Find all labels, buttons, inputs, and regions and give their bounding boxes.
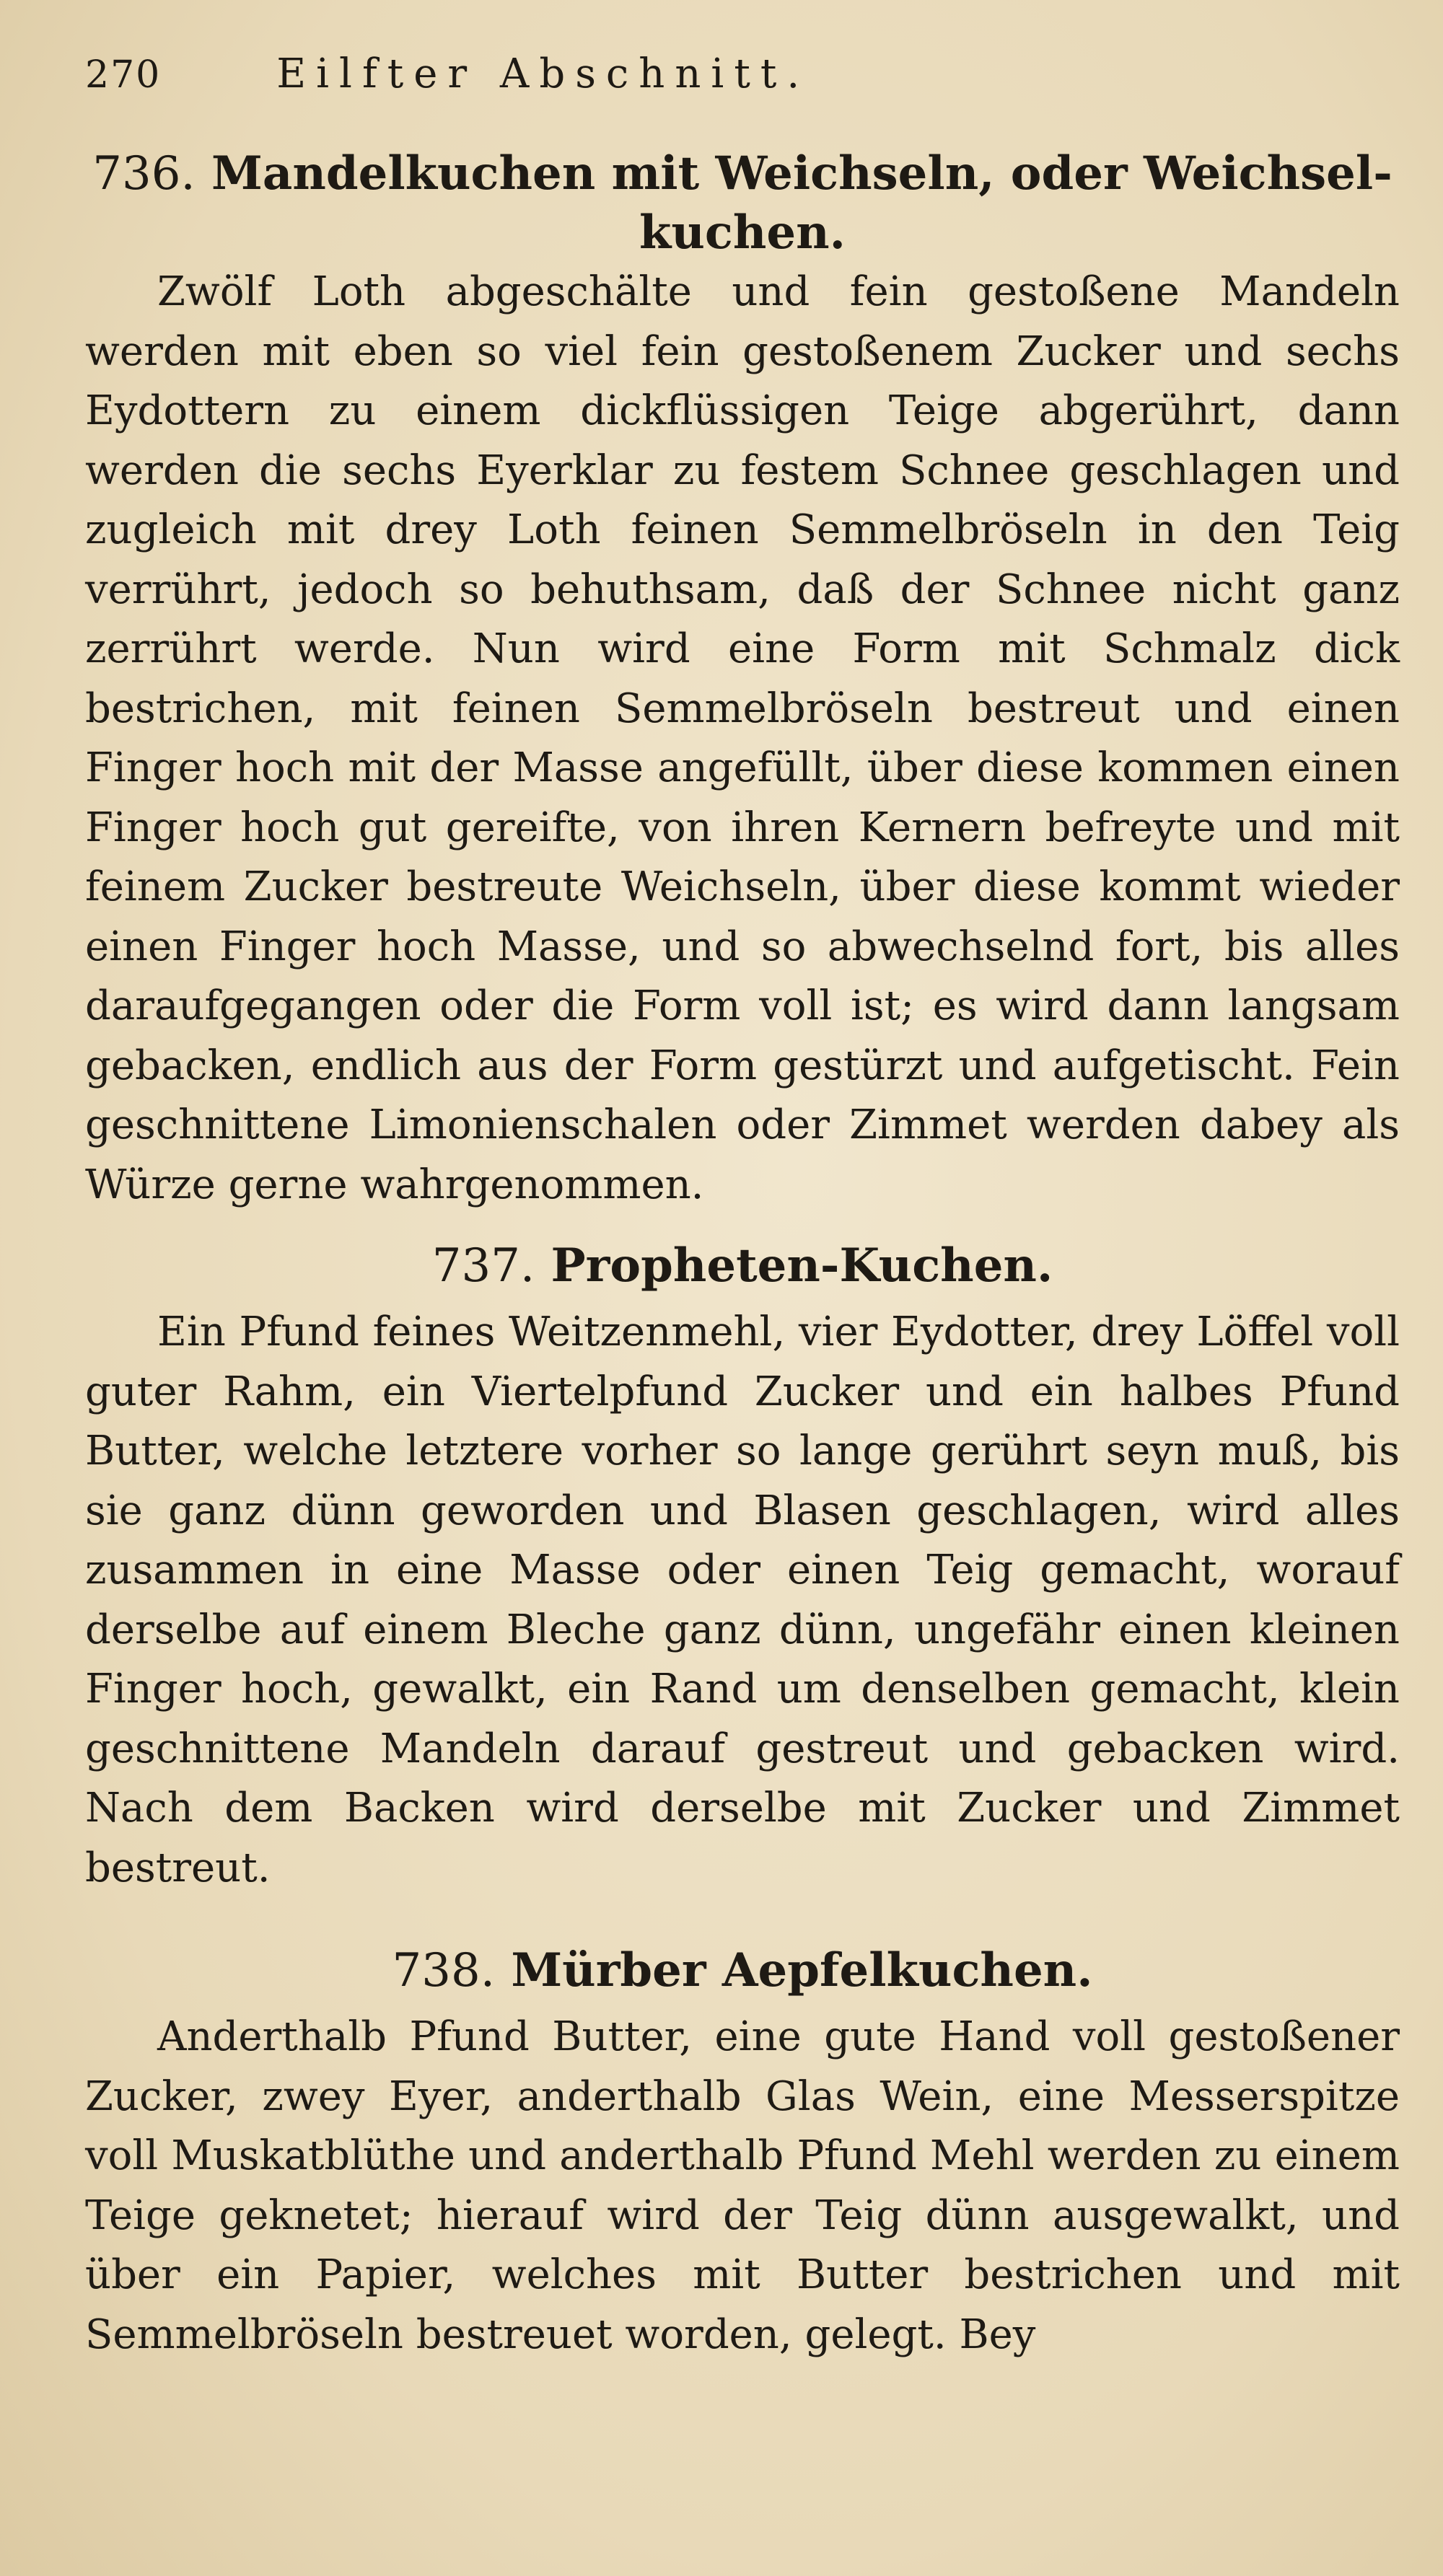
recipe-737 [85,1236,1400,1898]
recipe-text: Ein Pfund feines Weitzenmehl, vier Eydotter, drey Löffel voll guter Rahm, ein Viertelpfund Zucker und ein halbes Pfund Butter, welche letztere vorher so lange gerührt seyn muß, bis sie ganz dünn geworden und Blasen geschlagen, wird alles zusammen in eine Masse oder einen Teig gemacht, worauf derselbe auf einem Bleche ganz dünn, ungefähr einen kleinen Finger hoch, gewalkt, ein Rand um denselben gemacht, klein geschnittene Mandeln darauf gestreut und gebacken wird. Nach dem Backen wird derselbe mit Zucker und Zimmet bestreut. [85,1309,1400,1891]
recipe-title: Mürber Aepfelkuchen. [511,1943,1093,1997]
recipe-number: 737. [431,1239,535,1293]
running-head [85,50,1400,115]
recipe-title: Propheten-Kuchen. [551,1239,1053,1293]
recipe-heading [85,144,1400,263]
recipe-number: 738. [392,1944,496,1997]
recipe-text: Anderthalb Pfund Butter, eine gute Hand voll gestoßener Zucker, zwey Eyer, anderthalb Glas Wein, eine Messerspitze voll Muskatblüthe und anderthalb Pfund Mehl werden zu einem Teige geknetet; hierauf wird der Teig dünn ausgewalkt, und über ein Papier, welches mit Butter bestrichen und mit Semmelbröseln bestreuet worden, gelegt. Bey [85,2013,1400,2358]
recipe-736 [85,144,1400,1215]
chapter-title: Eilfter Abschnitt. [276,50,810,97]
recipe-number: 736. [92,147,196,201]
recipe-text: Zwölf Loth abgeschälte und fein gestoßene Mandeln werden mit eben so viel fein gestoßenem Zucker und sechs Eydottern zu einem dickflüssigen Teige abgerührt, dann werden die sechs Eyerklar zu festem Schnee geschlagen und zugleich mit drey Loth feinen Semmelbröseln in den Teig verrührt, jedoch so behuthsam, daß der Schnee nicht ganz zerrührt werde. Nun wird eine Form mit Schmalz dick bestrichen, mit feinen Semmelbröseln bestreut und einen Finger hoch mit der Masse angefüllt, über diese kommen einen Finger hoch gut gereifte, von ihren Kernern befreyte und mit feinem Zucker bestreute Weichseln, über diese kommt wieder einen Finger hoch Masse, und so abwechselnd fort, bis alles daraufgegangen oder die Form voll ist; es wird dann langsam gebacken, endlich aus der Form gestürzt und aufgetischt. Fein geschnittene Limonienschalen oder Zimmet werden dabey als Würze gerne wahrgenommen. [85,268,1400,1208]
recipe-heading [85,1236,1400,1296]
recipe-title: Mandelkuchen mit Weichseln, oder Weichsel-kuchen. [211,146,1392,260]
recipe-738 [85,1941,1400,2365]
page-number: 270 [85,53,162,97]
recipe-heading [85,1941,1400,2000]
